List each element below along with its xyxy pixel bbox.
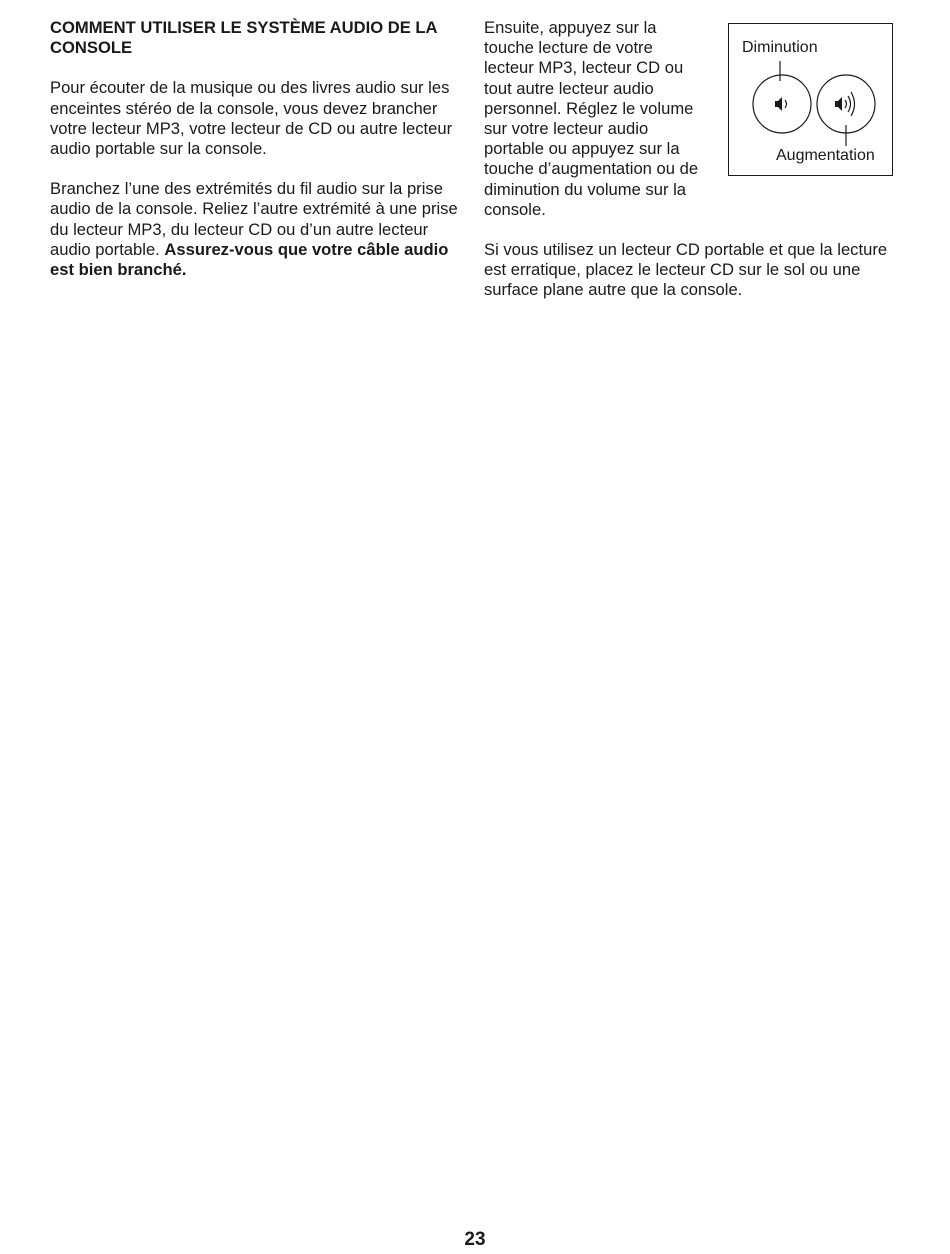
volume-down-icon [775,97,787,111]
decrease-label: Diminution [742,39,818,56]
increase-label: Augmentation [776,147,875,164]
connection-warning: Assurez-vous que votre câble audio est bien branché. [50,239,449,280]
volume-down-button [753,75,811,133]
connection-text: Branchez l’une des extrémités du fil audio sur la prise audio de la console. Reliez l’autre extrémité à une prise du lecteur MP3, du lecteur CD ou d’un autre lecteur audio portable. [50,179,458,259]
left-column [50,18,462,300]
volume-up-button [817,75,875,133]
page-number: 23 [464,1229,486,1250]
volume-up-icon [835,92,855,116]
volume-buttons-figure [728,23,893,176]
section-heading: COMMENT UTILISER LE SYSTÈME AUDIO DE LA CONSOLE [50,18,437,58]
playback-paragraph: Ensuite, appuyez sur la touche lecture de votre lecteur MP3, lecteur CD ou tout autre lecteur audio personnel. Réglez le volume sur votre lecteur audio portable ou appuyez sur la touche d’augmentation ou de diminution du volume sur la console. [484,18,699,219]
connection-paragraph [50,179,462,280]
cd-player-paragraph: Si vous utilisez un lecteur CD portable et que la lecture est erratique, placez le lecteur CD sur le sol ou une surface plane autre que la console. [484,240,888,300]
intro-paragraph: Pour écouter de la musique ou des livres audio sur les enceintes stéréo de la console, vous devez brancher votre lecteur MP3, votre lecteur de CD ou autre lecteur audio portable sur la console. [50,78,453,159]
